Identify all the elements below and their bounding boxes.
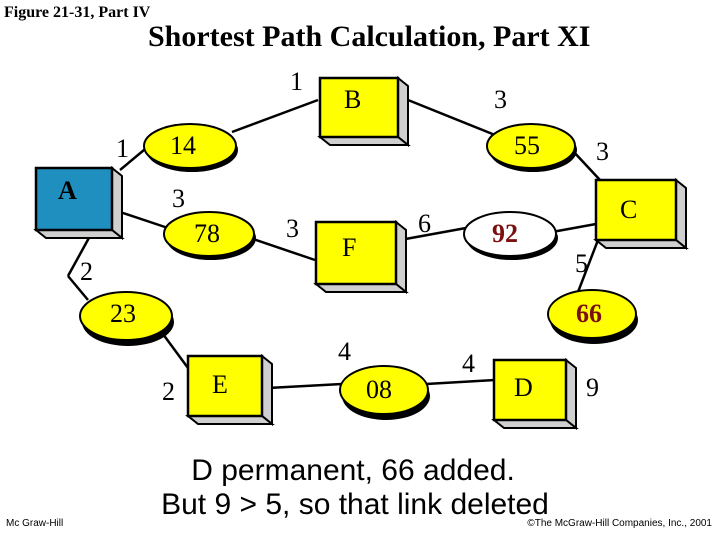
cloud-23-label: 23 [110,299,136,328]
node-d-label: D [514,373,533,402]
weight-a-b: 1 [116,134,129,163]
node-f-label: F [342,233,357,262]
weight-d-right: 9 [586,373,599,402]
weight-e-left: 2 [162,377,175,406]
cloud-78 [164,212,256,260]
figure-label: Figure 21-31, Part IV [4,4,151,21]
node-d [494,360,576,428]
weight-c-left: 3 [596,137,609,166]
edge-cloud78-f [250,238,315,260]
cloud-78-label: 78 [194,219,220,248]
weight-f-left: 3 [286,214,299,243]
node-e [188,356,272,424]
caption-line-2: But 9 > 5, so that link deleted [161,488,549,521]
edge-cloud92-c [552,224,596,232]
weight-f-c: 6 [418,209,431,238]
copyright-notice: ©The McGraw-Hill Companies, Inc., 2001 [527,518,712,529]
cloud-14 [144,124,238,172]
weight-b-c: 3 [494,85,507,114]
node-b [320,78,408,145]
cloud-55 [487,124,577,172]
edge-cloud14-b [232,100,318,132]
node-f [316,222,406,292]
weight-d-left: 4 [462,349,475,378]
node-e-label: E [212,370,228,399]
cloud-23 [80,292,174,346]
cloud-08-label: 08 [366,375,392,404]
page-title: Shortest Path Calculation, Part XI [148,20,591,53]
weight-b-top: 1 [290,67,303,96]
edge-e-cloud08 [268,384,342,388]
node-a-label: A [58,176,77,205]
node-c-label: C [620,195,638,224]
caption-line-1: D permanent, 66 added. [191,454,515,487]
weight-e-d: 4 [338,337,351,366]
cloud-92 [464,212,558,260]
cloud-08 [340,366,430,420]
node-a [36,168,122,238]
weight-a-e: 2 [80,257,93,286]
edge-f-cloud92 [400,228,466,240]
cloud-55-label: 55 [514,131,540,160]
cloud-66 [548,290,638,344]
publisher-logo: Mc Graw-Hill [6,518,64,529]
node-c [596,180,686,248]
cloud-14-label: 14 [170,131,196,160]
edge-a-cloud78 [120,212,168,228]
edge-b-cloud55 [408,100,495,135]
weight-c-d: 5 [575,249,588,278]
cloud-66-label: 66 [576,299,602,328]
node-b-label: B [344,85,362,114]
edge-cloud08-d [426,380,495,384]
weight-a-f: 3 [172,184,185,213]
cloud-92-label: 92 [492,219,518,248]
